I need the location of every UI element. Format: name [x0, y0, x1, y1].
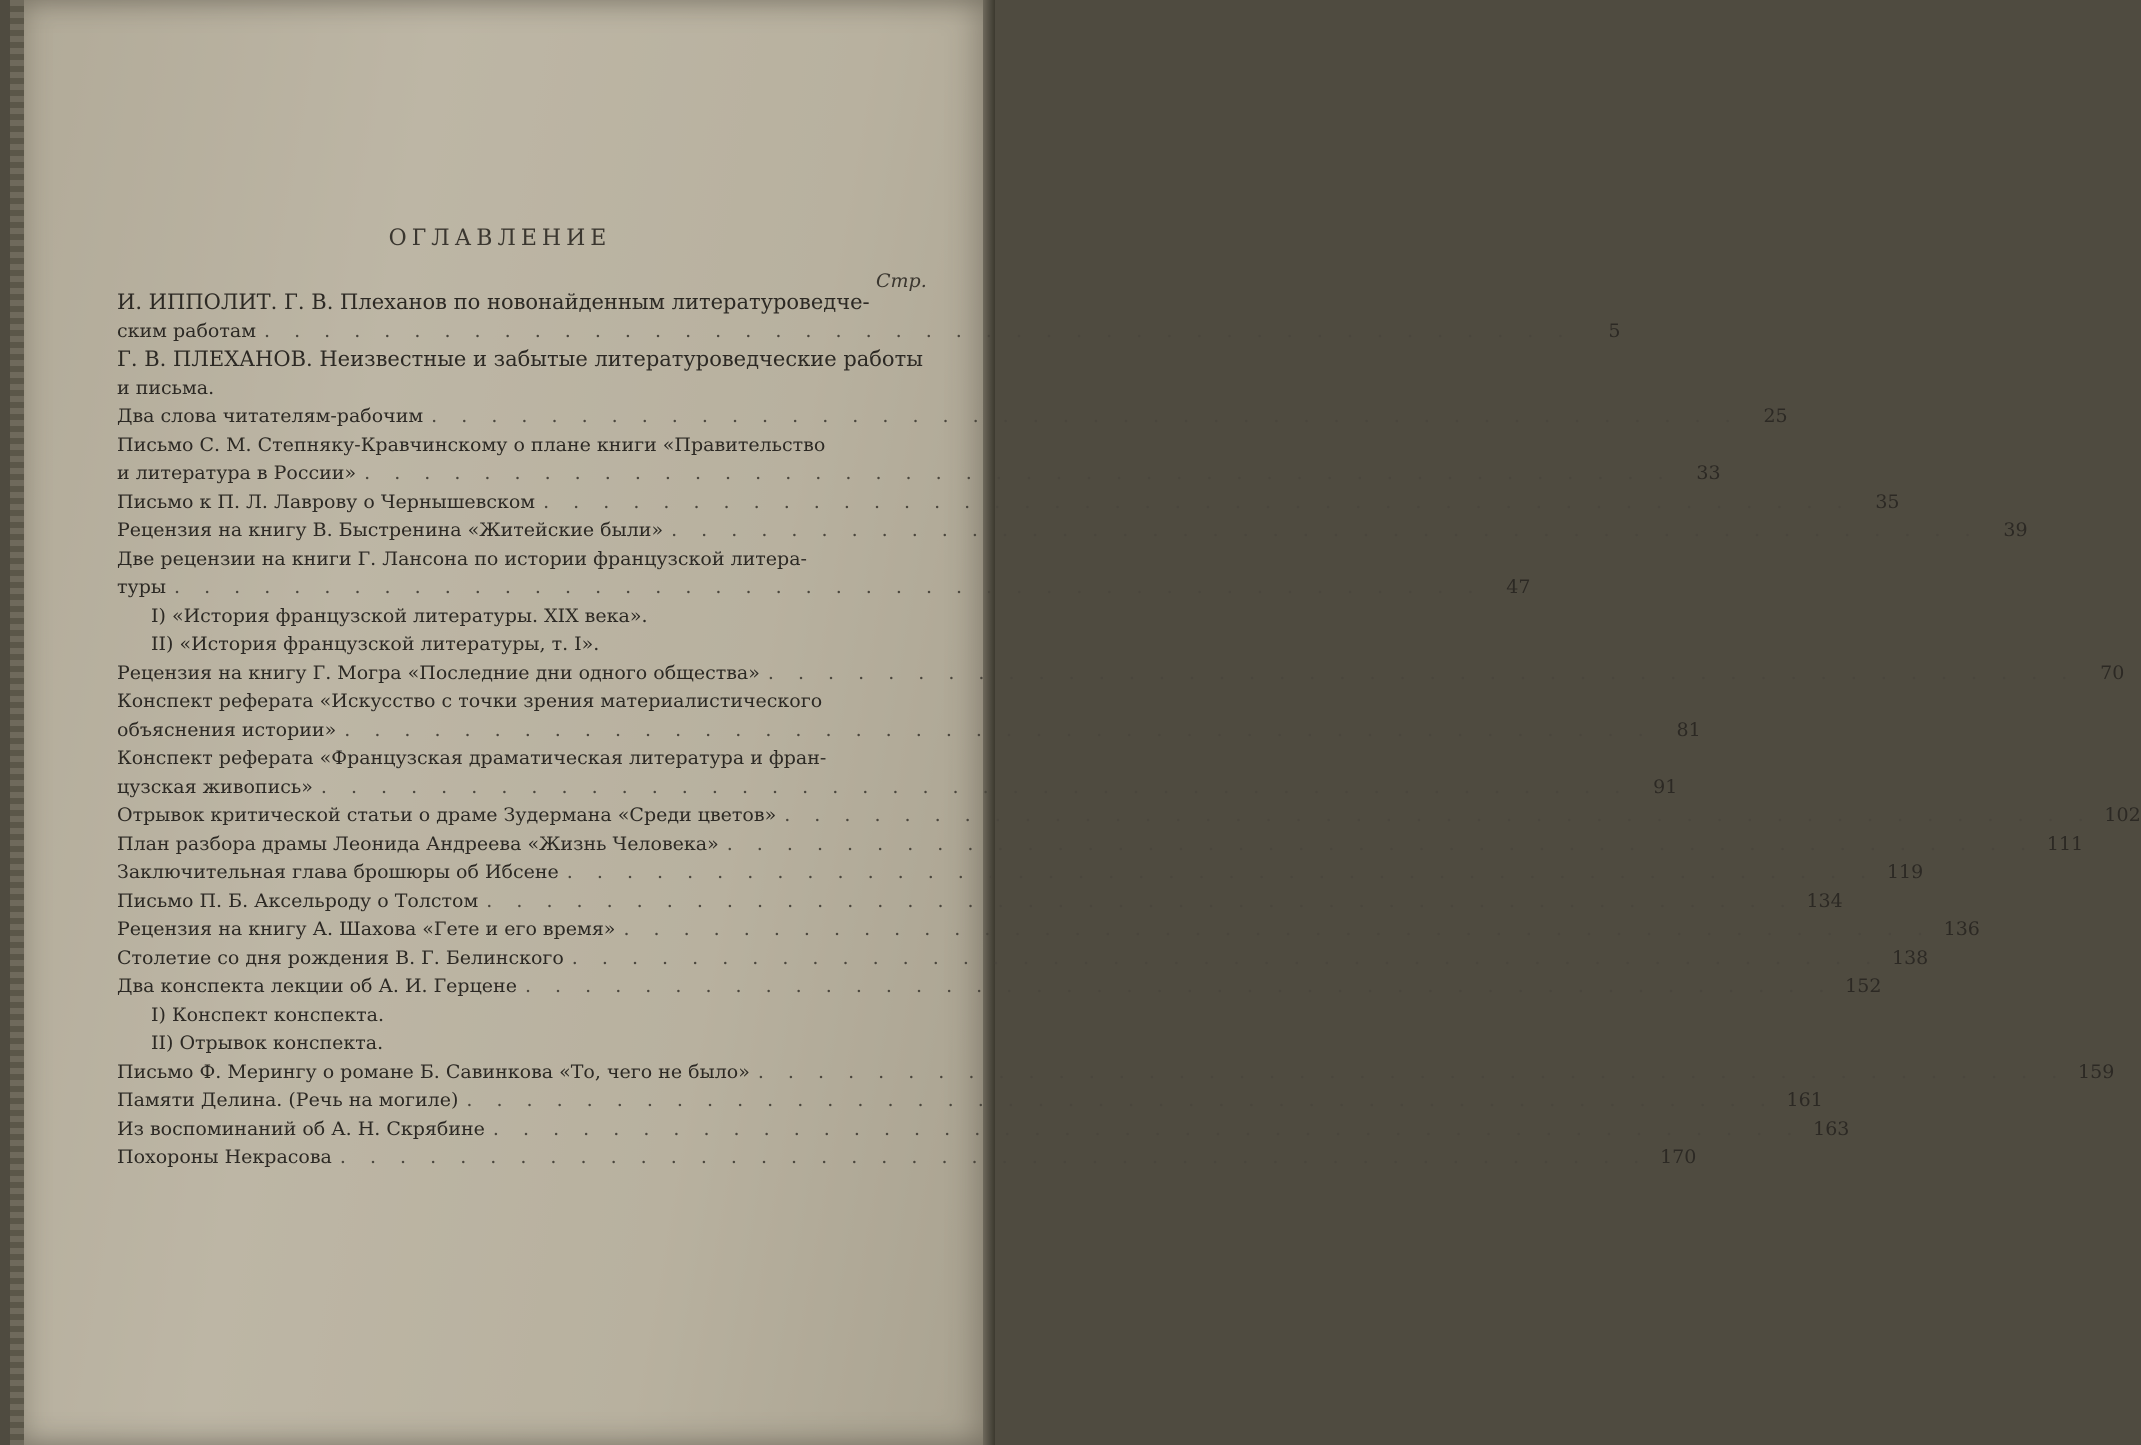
- toc-entry-text: и литература в России»: [117, 462, 357, 484]
- leader-dots: . . . . . . . . . . . . . . . . . . . . . . . . . . . . . . . . . . . . . . . . . . . .: [671, 519, 1980, 541]
- leader-dots: . . . . . . . . . . . . . . . . . . . . . . . . . . . . . . . . . . . . . . . . . . . .: [486, 889, 1795, 912]
- leader-dots: . . . . . . . . . . . . . . . . . . . . . . . . . . . . . . . . . . . . . . . . . . . .: [767, 661, 2077, 684]
- leader-dots: . . . . . . . . . . . . . . . . . . . . . . . . . . . . . . . . . . . . . . . . . . . .: [543, 490, 1852, 513]
- toc-entry-text: План разбора драмы Леонида Андреева «Жизнь Человека»: [117, 832, 719, 855]
- leader-dots: . . . . . . . . . . . . . . . . . . . . . . . . . . . . . . . . . . . . . . . . . . . .: [726, 832, 2036, 855]
- toc-entry-line: [117, 1086, 1823, 1115]
- toc-entry-line: [117, 602, 939, 631]
- toc-page-number: 25: [1763, 405, 1788, 427]
- toc-entry-line: [117, 1029, 939, 1058]
- toc-entry-text: Письмо С. М. Степняку-Кравчинскому о плане книги «Правительство: [117, 433, 826, 456]
- toc-entry-text: Столетие со дня рождения В. Г. Белинского: [117, 946, 564, 969]
- leader-dots: . . . . . . . . . . . . . . . . . . . . . . . . . . . . . . . . . . . . . . . . . . . .: [623, 918, 1932, 940]
- toc-entry-line: [117, 687, 939, 716]
- toc-entry-text: Отрывок критической статьи о драме Зудермана «Среди цветов»: [117, 804, 777, 826]
- toc-entry-line: [117, 858, 1924, 887]
- toc-entry-line: [117, 944, 1929, 973]
- leader-dots: . . . . . . . . . . . . . . . . . . . . . . . . . . . . . . . . . . . . . . . . . . . .: [784, 804, 2093, 826]
- toc-entry-text: ским работам: [117, 319, 256, 342]
- leader-dots: . . . . . . . . . . . . . . . . . . . . . . . . . . . . . . . . . . . . . . . . . . . .: [263, 319, 1573, 342]
- book-spine: [10, 0, 24, 1445]
- toc-page-number: 102: [2104, 804, 2141, 826]
- toc-page-number: 81: [1676, 718, 1701, 741]
- toc-entry-text: Из воспоминаний об А. Н. Скрябине: [117, 1117, 485, 1140]
- toc-entry-text: Письмо к П. Л. Лаврову о Чернышевском: [117, 490, 536, 513]
- toc-subentry-text: II) Отрывок конспекта.: [151, 1032, 384, 1054]
- leader-dots: . . . . . . . . . . . . . . . . . . . . . . . . . . . . . . . . . . . . . . . . . . . .: [466, 1089, 1775, 1111]
- toc-page-number: 33: [1696, 462, 1721, 484]
- toc-page-number: 161: [1786, 1089, 1823, 1111]
- toc-page-number: 5: [1608, 319, 1621, 342]
- toc-page-number: 152: [1845, 975, 1882, 997]
- page-column-header: Стр.: [876, 270, 927, 292]
- toc-entry-line: [117, 744, 939, 773]
- toc-entry-line: [117, 459, 1721, 488]
- toc-entry-line: [117, 801, 2141, 830]
- toc-subentry-text: I) Конспект конспекта.: [151, 1003, 385, 1026]
- toc-entry-text: Г. В. ПЛЕХАНОВ. Неизвестные и забытые литературоведческие работы: [117, 347, 923, 371]
- toc-entry-line: [117, 1001, 939, 1030]
- toc-entry-text: Два слова читателям-рабочим: [117, 405, 424, 427]
- toc-page-number: 136: [1943, 918, 1980, 940]
- leader-dots: . . . . . . . . . . . . . . . . . . . . . . . . . . . . . . . . . . . . . . . . . . . .: [492, 1117, 1802, 1140]
- toc-entry-line: [117, 545, 939, 574]
- toc-page-number: 170: [1660, 1146, 1697, 1168]
- page-title: ОГЛАВЛЕНИЕ: [388, 226, 612, 251]
- toc-page-number: 119: [1886, 861, 1924, 883]
- toc-entry-text: Похороны Некрасова: [117, 1146, 332, 1168]
- toc-page-number: 35: [1875, 490, 1900, 513]
- toc-entry-text: Памяти Делина. (Речь на могиле): [117, 1089, 459, 1111]
- toc-entry-text: И. ИППОЛИТ. Г. В. Плеханов по новонайденным литературоведче-: [117, 290, 870, 314]
- leader-dots: . . . . . . . . . . . . . . . . . . . . . . . . . . . . . . . . . . . . . . . . . . . .: [364, 462, 1673, 484]
- toc-entry-text: Письмо Ф. Мерингу о романе Б. Савинкова «То, чего не было»: [117, 1060, 750, 1083]
- toc-entry-text: Заключительная глава брошюры об Ибсене: [117, 861, 559, 883]
- toc-entry-line: [117, 288, 939, 317]
- toc-page-number: 111: [2046, 832, 2084, 855]
- toc-entry-line: [117, 830, 2084, 859]
- leader-dots: . . . . . . . . . . . . . . . . . . . . . . . . . . . . . . . . . . . . . . . . . . . .: [757, 1060, 2067, 1083]
- leader-dots: . . . . . . . . . . . . . . . . . . . . . . . . . . . . . . . . . . . . . . . . . . . .: [571, 946, 1881, 969]
- toc-entry-line: [117, 659, 2125, 688]
- toc-entry-line: [117, 516, 2028, 545]
- toc-page-number: 138: [1891, 946, 1929, 969]
- leader-dots: . . . . . . . . . . . . . . . . . . . . . . . . . . . . . . . . . . . . . . . . . . . .: [320, 775, 1630, 798]
- toc-entry-line: [117, 488, 1900, 517]
- toc-entry-text: туры: [117, 576, 166, 598]
- toc-page-number: 134: [1806, 889, 1843, 912]
- toc-entry-line: [117, 402, 1788, 431]
- toc-page-number: 47: [1506, 576, 1531, 598]
- toc-entry-line: [117, 972, 1882, 1001]
- toc-page-number: 70: [2100, 661, 2125, 684]
- toc-page-number: 91: [1653, 775, 1678, 798]
- toc-entry-line: [117, 374, 939, 403]
- toc-entry-line: [117, 573, 1531, 602]
- toc-entry-line: [117, 887, 1843, 916]
- toc-entry-text: Конспект реферата «Искусство с точки зрения материалистического: [117, 690, 823, 712]
- toc-entry-line: [117, 1058, 2115, 1087]
- toc-entry-line: [117, 431, 939, 460]
- toc-entry-text: цузская живопись»: [117, 775, 313, 798]
- leader-dots: . . . . . . . . . . . . . . . . . . . . . . . . . . . . . . . . . . . . . . . . . . . .: [524, 975, 1834, 997]
- toc-entry-line: [117, 317, 1621, 346]
- leader-dots: . . . . . . . . . . . . . . . . . . . . . . . . . . . . . . . . . . . . . . . . . . . .: [339, 1146, 1649, 1168]
- toc-page-number: 163: [1813, 1117, 1850, 1140]
- toc-entry-line: [117, 1115, 1850, 1144]
- table-of-contents: [117, 288, 2141, 1172]
- toc-entry-line: [117, 773, 1678, 802]
- toc-entry-text: и письма.: [117, 376, 215, 399]
- toc-entry-text: Рецензия на книгу А. Шахова «Гете и его время»: [117, 918, 616, 940]
- toc-entry-text: Рецензия на книгу Г. Могра «Последние дни одного общества»: [117, 661, 760, 684]
- toc-entry-line: [117, 915, 1980, 944]
- leader-dots: . . . . . . . . . . . . . . . . . . . . . . . . . . . . . . . . . . . . . . . . . . . .: [173, 576, 1483, 598]
- leader-dots: . . . . . . . . . . . . . . . . . . . . . . . . . . . . . . . . . . . . . . . . . . . .: [344, 718, 1653, 741]
- toc-entry-line: [117, 345, 939, 374]
- toc-entry-line: [117, 630, 939, 659]
- toc-entry-line: [117, 1143, 1697, 1172]
- leader-dots: . . . . . . . . . . . . . . . . . . . . . . . . . . . . . . . . . . . . . . . . . . . .: [431, 405, 1740, 427]
- toc-page-number: 159: [2078, 1060, 2115, 1083]
- toc-entry-text: Два конспекта лекции об А. И. Герцене: [117, 975, 517, 997]
- toc-entry-text: объяснения истории»: [117, 718, 337, 741]
- toc-entry-line: [117, 716, 1701, 745]
- toc-entry-text: Две рецензии на книги Г. Лансона по истории французской литера-: [117, 547, 807, 570]
- toc-entry-text: Рецензия на книгу В. Быстренина «Житейские были»: [117, 519, 664, 541]
- toc-entry-text: Конспект реферата «Французская драматическая литература и фран-: [117, 747, 827, 769]
- toc-entry-text: Письмо П. Б. Аксельроду о Толстом: [117, 889, 479, 912]
- toc-page-number: 39: [2003, 519, 2028, 541]
- toc-subentry-text: I) «История французской литературы. XIX века».: [151, 604, 648, 627]
- toc-subentry-text: II) «История французской литературы, т. I».: [151, 633, 600, 655]
- leader-dots: . . . . . . . . . . . . . . . . . . . . . . . . . . . . . . . . . . . . . . . . . . . .: [566, 861, 1876, 883]
